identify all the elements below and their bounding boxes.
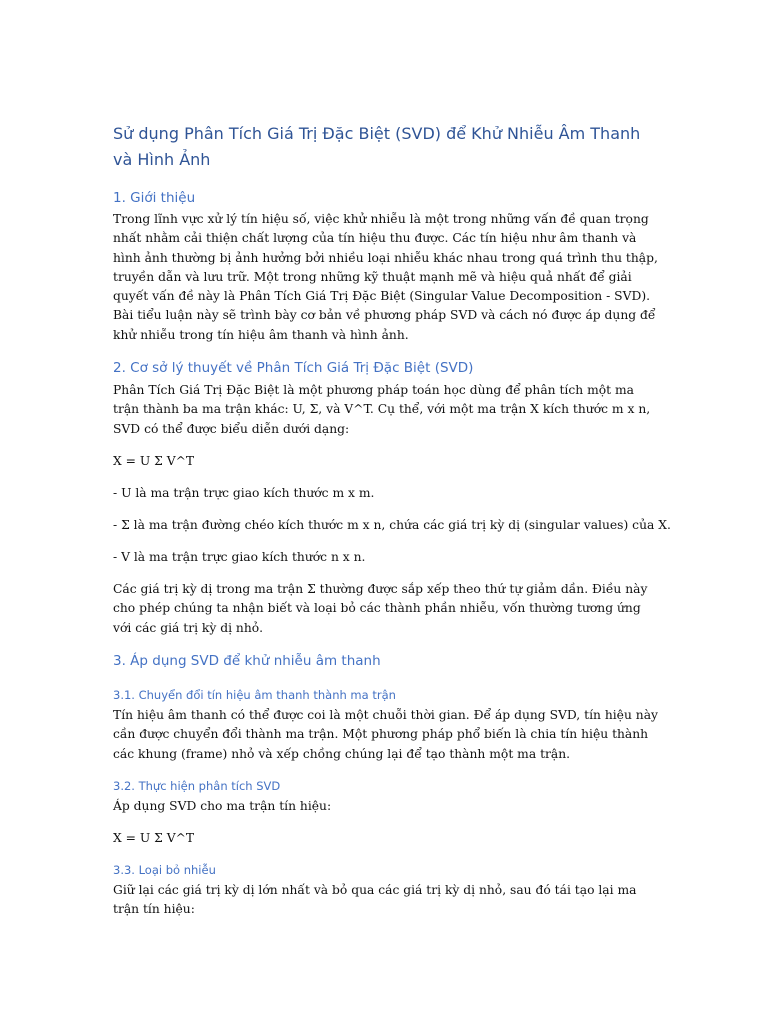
formula-svd: X = U Σ V^T <box>113 454 195 468</box>
list-item-v: - V là ma trận trực giao kích thước n x n. <box>113 550 366 564</box>
heading-remove-noise: 3.3. Loại bỏ nhiễu <box>113 863 216 877</box>
paragraph-svd-theory: Phân Tích Giá Trị Đặc Biệt là một phương pháp toán học dùng để phân tích một ma trận thành ba ma trận khác: U, Σ, và V^T. Cụ thể, với một ma trận X kích thước m x n, SVD có thể được biểu diễn dưới dạng: <box>113 383 651 436</box>
list-item-u: - U là ma trận trực giao kích thước m x m. <box>113 486 375 500</box>
paragraph-perform-svd: Áp dụng SVD cho ma trận tín hiệu: <box>113 799 332 813</box>
paragraph-remove-noise: Giữ lại các giá trị kỳ dị lớn nhất và bỏ qua các giá trị kỳ dị nhỏ, sau đó tái tạo lại ma trận tín hiệu: <box>113 883 637 917</box>
formula-svd-signal: X = U Σ V^T <box>113 831 195 845</box>
heading-svd-theory: 2. Cơ sở lý thuyết về Phân Tích Giá Trị Đặc Biệt (SVD) <box>113 360 474 376</box>
paragraph-audio-to-matrix: Tín hiệu âm thanh có thể được coi là một chuỗi thời gian. Để áp dụng SVD, tín hiệu này cần được chuyển đổi thành ma trận. Một phương pháp phổ biến là chia tín hiệu thành các khung (frame) nhỏ và xếp chồng chúng lại để tạo thành một ma trận. <box>113 708 658 761</box>
heading-perform-svd: 3.2. Thực hiện phân tích SVD <box>113 779 281 793</box>
list-item-sigma: - Σ là ma trận đường chéo kích thước m x n, chứa các giá trị kỳ dị (singular values) của X. <box>113 518 671 532</box>
heading-audio-to-matrix: 3.1. Chuyển đổi tín hiệu âm thanh thành ma trận <box>113 688 396 702</box>
heading-introduction: 1. Giới thiệu <box>113 190 196 206</box>
paragraph-singular-values: Các giá trị kỳ dị trong ma trận Σ thường được sắp xếp theo thứ tự giảm dần. Điều này cho phép chúng ta nhận biết và loại bỏ các thành phần nhiễu, vốn thường tương ứng với các giá trị kỳ dị nhỏ. <box>113 582 648 635</box>
heading-audio-denoising: 3. Áp dụng SVD để khử nhiễu âm thanh <box>113 653 381 669</box>
paragraph-introduction: Trong lĩnh vực xử lý tín hiệu số, việc khử nhiễu là một trong những vấn đề quan trọng nhất nhằm cải thiện chất lượng của tín hiệu thu được. Các tín hiệu như âm thanh và hình ảnh thường bị ảnh hưởng bởi nhiều loại nhiễu khác nhau trong quá trình thu thập, truyền dẫn và lưu trữ. Một trong những kỹ thuật mạnh mẽ và hiệu quả nhất để giải quyết vấn đề này là Phân Tích Giá Trị Đặc Biệt (Singular Value Decomposition - SVD). Bài tiểu luận này sẽ trình bày cơ bản về phương pháp SVD và cách nó được áp dụng để khử nhiễu trong tín hiệu âm thanh và hình ảnh. <box>113 212 658 342</box>
document-title: Sử dụng Phân Tích Giá Trị Đặc Biệt (SVD) để Khử Nhiễu Âm Thanh và Hình Ảnh <box>113 124 641 169</box>
